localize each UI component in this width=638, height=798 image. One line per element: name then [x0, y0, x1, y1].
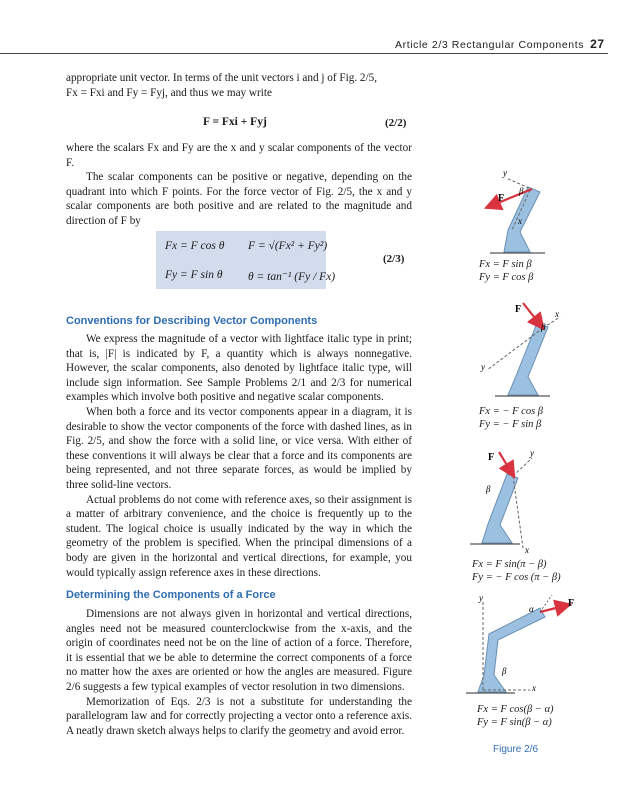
- sketch-1-f-label: F: [498, 193, 505, 204]
- sketch-3-y-axis: [513, 458, 532, 476]
- conventions-p1: We express the magnitude of a vector with lightface italic type in print; that is, |F| is indicated by F, a quantity which is always nonnegative. However, the scalar components, also denoted by lightface italic type, will include sign information. See Sample Problems 2/1 and 2/3 for numerical examples which involve both positive and negative scalar components.: [66, 333, 412, 404]
- eq-magnitude: F = √(Fx² + Fy²): [248, 240, 328, 252]
- sketch-3-y-label: y: [530, 448, 534, 458]
- eq-theta: θ = tan⁻¹ (Fy / Fx): [248, 271, 336, 283]
- sketch-4-f-label: F: [568, 598, 575, 609]
- section-title-determining: Determining the Components of a Force: [66, 589, 276, 601]
- conventions-p2: When both a force and its vector components appear in a diagram, it is desirable to show the vector components of the force with dashed lines, as in Fig. 2/5, and show the force with a solid line, or vice versa. With either of these conventions it will always be clear that a force and its components are being represented, and not three separate forces, as would be implied by three solid-line vectors.: [66, 405, 412, 491]
- sketch-4-x-label: x: [532, 683, 536, 693]
- caption-4-line-2: Fy = F sin(β − α): [477, 717, 552, 728]
- equation-2-2: F = Fxi + Fyj: [203, 116, 267, 128]
- sketch-1-member: [504, 187, 540, 252]
- caption-3: [472, 558, 561, 584]
- caption-2-line-2: Fy = − F sin β: [479, 419, 542, 430]
- header-title: Article 2/3 Rectangular Components: [395, 39, 585, 51]
- determining-p2: Memorization of Eqs. 2/3 is not a substitute for understanding the parallelogram law and for correctly projecting a vector onto a reference axis. A neatly drawn sketch always helps to clarify the geometry and avoid error.: [66, 695, 412, 737]
- caption-3-line-1: Fx = F sin(π − β): [472, 559, 547, 570]
- caption-1-line-2: Fy = F cos β: [479, 272, 534, 283]
- sketch-2-x-label: x: [555, 309, 559, 319]
- sketch-2-y-label: y: [481, 362, 485, 372]
- caption-2-line-1: Fx = − F cos β: [479, 406, 544, 417]
- intro-line-2: Fx = Fxi and Fy = Fyj, and thus we may write: [66, 86, 272, 99]
- intro-line-1: appropriate unit vector. In terms of the unit vectors i and j of Fig. 2/5,: [66, 72, 378, 84]
- eq-fx: Fx = F cos θ: [165, 240, 225, 252]
- page-number: 27: [590, 37, 605, 51]
- sketch-1-x-label: x: [518, 216, 522, 226]
- sketch-2-member: [508, 323, 548, 395]
- section-title-conventions: Conventions for Describing Vector Components: [66, 315, 318, 327]
- sketch-4-force-arrow: [540, 605, 568, 612]
- eq-fy: Fy = F sin θ: [165, 269, 223, 281]
- sketch-4-alpha-label: α: [529, 604, 534, 614]
- scalar-text: where the scalars Fx and Fy are the x and y scalar components of the vector F.: [66, 142, 412, 169]
- sketch-3-f-label: F: [488, 452, 495, 463]
- sketch-2-beta-label: β: [541, 322, 546, 332]
- caption-4: [477, 703, 554, 729]
- sketch-1-y-axis: [506, 178, 529, 188]
- caption-4-line-1: Fx = F cos(β − α): [477, 704, 554, 715]
- caption-1: [479, 258, 533, 284]
- sketch-3-force-arrow: [499, 452, 513, 475]
- sketch-4-y-label: y: [479, 593, 483, 603]
- equation-2-2-number: (2/2): [385, 117, 407, 129]
- conventions-p3: Actual problems do not come with reference axes, so their assignment is a matter of arbitrary convenience, and the choice is frequently up to the student. The logical choice is usually indicated by the way in which the geometry of the problem is specified. When the principal dimensions of a body are given in the horizontal and vertical directions, for example, you would typically assign reference axes in these directions.: [66, 493, 412, 579]
- caption-1-line-1: Fx = F sin β: [479, 259, 532, 270]
- sketch-1-beta-label: β: [519, 186, 524, 196]
- sketch-3-beta-label: β: [486, 484, 491, 494]
- sketch-1-y-label: y: [503, 168, 507, 178]
- sketch-3-x-axis: [513, 476, 523, 548]
- sketch-2-force-arrow: [523, 303, 542, 327]
- caption-2: [479, 405, 543, 431]
- sketch-3: [470, 448, 534, 555]
- sketch-2-f-label: F: [515, 304, 522, 315]
- sketch-2: [480, 303, 560, 396]
- sign-text: The scalar components can be positive or negative, depending on the quadrant into which F points. For the force vector of Fig. 2/5, the x and y scalar components are both positive and are related to the magnitude and direction of F by: [66, 171, 412, 227]
- sketch-1: [488, 168, 545, 253]
- sketch-4-member: [478, 608, 545, 692]
- determining-p1: Dimensions are not always given in horizontal and vertical directions, angles need not be measured counterclockwise from the x-axis, and the origin of coordinates need not be on the line of action of a force. Therefore, it is essential that we be able to determine the correct components of a force no matter how the axes are oriented or how the angles are measured. Figure 2/6 suggests a few typical examples of vector resolution in two dimensions.: [66, 608, 412, 693]
- figure-label: Figure 2/6: [493, 744, 539, 755]
- equation-2-3-number: (2/3): [383, 253, 405, 265]
- sketch-3-x-label: x: [525, 545, 529, 555]
- caption-3-line-2: Fy = − F cos (π − β): [472, 572, 561, 583]
- sketch-4-beta-label: β: [502, 666, 507, 676]
- sketch-4: [466, 593, 574, 693]
